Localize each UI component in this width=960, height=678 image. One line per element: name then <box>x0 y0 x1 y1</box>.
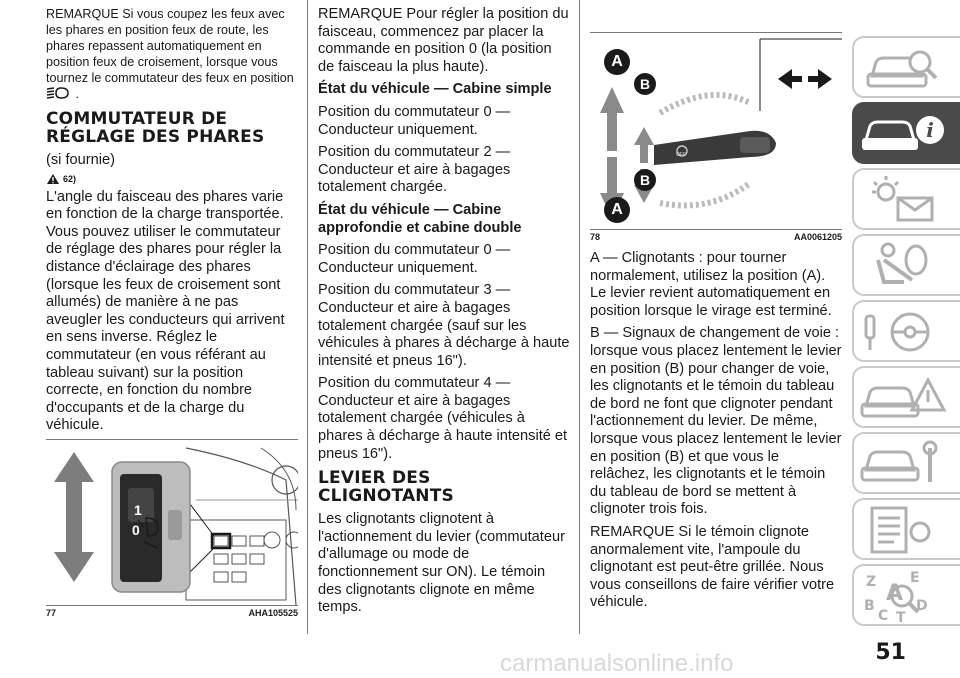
left-arrow-icon <box>778 69 802 89</box>
index-letter-c: C <box>878 608 889 624</box>
index-letter-b: B <box>864 598 875 614</box>
tab-car-search[interactable] <box>852 36 960 98</box>
column-1 <box>46 6 298 618</box>
tab-technical-data[interactable] <box>852 498 960 560</box>
index-letter-d: D <box>916 598 928 614</box>
single-cab-position-0: Position du commutateur 0 — Conducteur uniquement. <box>318 103 511 138</box>
figure-78-image <box>590 32 842 229</box>
heading-single-cab: État du véhicule — Cabine simple <box>318 81 552 98</box>
heading-headlight-leveling: COMMUTATEUR DE RÉGLAGE DES PHARES <box>46 109 265 147</box>
tab-safety[interactable] <box>852 234 960 296</box>
watermark: carmanualsonline.info <box>500 650 734 677</box>
tab-index[interactable] <box>852 564 960 626</box>
label-b-top: B <box>634 73 656 95</box>
note-beam-position: REMARQUE Pour régler la position du faisceau, commencez par placer la commande en position 0 (la position de faisceau la plus haute). <box>318 6 569 75</box>
single-cab-position-2: Position du commutateur 2 — Conducteur et aire à bagages totalement chargée. <box>318 144 511 196</box>
tab-emergency[interactable] <box>852 366 960 428</box>
tab-maintenance[interactable] <box>852 432 960 494</box>
car-info-icon <box>854 104 954 162</box>
tab-starting-driving[interactable] <box>852 300 960 362</box>
switch-position-1: 1 <box>134 502 142 518</box>
page-number: 51 <box>875 640 906 665</box>
low-beam-icon <box>46 86 72 100</box>
warning-triangle-icon <box>46 173 60 185</box>
index-letter-e: E <box>910 570 920 586</box>
tab-warning-lights[interactable] <box>852 168 960 230</box>
turn-signal-b: B — Signaux de changement de voie : lorsque vous placez lentement le levier en position (B) pour changer de voie, les clignotants et le témoin du tableau de bord ne font que clignoter pendant l'actionnement du levier. De même, lorsque vous placez lentement le levier en position (B) et que vous le relâchez, les clignotants et le témoin du tableau de bord se mettent à clignoter trois fois. <box>590 325 842 518</box>
warning-reference: 62) <box>46 173 298 185</box>
key-steering-wheel-icon <box>854 302 954 360</box>
note-fast-blink: REMARQUE Si le témoin clignote anormalement vite, l'ampoule du clignotant est peut-être grillée. Nous vous conseillons de faire vérifier votre véhicule. <box>590 523 835 611</box>
turn-signal-a: A — Clignotants : pour tourner normalement, utilisez la position (A). Le levier revient automatiquement en position lorsque le virage est terminé. <box>590 250 832 319</box>
heading-double-cab: État du véhicule — Cabine approfondie et cabine double <box>318 201 522 236</box>
lever-off-label: OFF <box>676 152 686 158</box>
heading-turn-signal-lever: LEVIER DES CLIGNOTANTS <box>318 468 454 507</box>
index-letter-z: Z <box>866 574 877 590</box>
double-cab-position-3: Position du commutateur 3 — Conducteur et aire à bagages totalement chargée (sauf sur les véhicules à phares à décharge à haute intensité et pneus 16"). <box>318 282 570 369</box>
column-3 <box>590 6 842 617</box>
svg-text:i: i <box>926 118 934 142</box>
car-warning-icon <box>854 368 954 426</box>
figure-77 <box>46 439 298 618</box>
tab-car-info[interactable] <box>852 102 960 164</box>
column-2 <box>318 6 570 622</box>
leveling-switch-illustration <box>46 440 298 605</box>
alphabetical-index-icon <box>854 566 954 624</box>
figure-78-caption: 78 AA0061205 <box>590 232 842 242</box>
body-headlight-leveling: L'angle du faisceau des phares varie en fonction de la charge transportée. Vous pouvez utiliser le commutateur de réglage des phares pour régler la distance d'éclairage des phares (lorsque les feux de croisement sont allumés) de manière à ne pas aveugler les conducteurs qui arrivent en sens inverse. Réglez le commutateur (en vous référant au tableau suivant) sur la position correcte, en fonction du nombre d'occupants et de la charge du véhicule. <box>46 188 285 434</box>
label-b-bottom: B <box>634 169 656 191</box>
airbag-seat-icon <box>854 236 954 294</box>
body-turn-signal: Les clignotants clignotent à l'actionnement du levier (commutateur d'allumage ou mode de fonctionnement sur ON). Le témoin des clignotants clignote en même temps. <box>318 511 565 616</box>
car-search-icon <box>854 38 954 96</box>
car-wrench-icon <box>854 434 954 492</box>
note-headlight-off: REMARQUE Si vous coupez les feux avec les phares en position feux de route, les phares repassent automatiquement en position feux de croisement, lorsque vous tournez le commutateur des feux en position . <box>46 7 294 101</box>
figure-77-caption: 77 AHA105525 <box>46 608 298 618</box>
technical-data-icon <box>854 500 954 558</box>
double-cab-position-0: Position du commutateur 0 — Conducteur uniquement. <box>318 242 511 276</box>
figure-77-image <box>46 439 298 605</box>
double-cab-position-4: Position du commutateur 4 — Conducteur et aire à bagages totalement chargée (véhicules à phares à décharge à haute intensité et pneus 16"). <box>318 375 568 462</box>
index-letter-a: A <box>886 581 904 606</box>
warning-light-message-icon <box>854 170 954 228</box>
figure-78 <box>590 32 842 242</box>
column-divider <box>307 0 308 634</box>
switch-position-0: 0 <box>132 522 140 538</box>
right-arrow-icon <box>808 69 832 89</box>
label-a-top: A <box>604 49 630 75</box>
column-divider <box>579 0 580 634</box>
index-letter-t: T <box>896 610 906 624</box>
subheading-if-equipped: (si fournie) <box>46 152 115 168</box>
label-a-bottom: A <box>604 197 630 223</box>
